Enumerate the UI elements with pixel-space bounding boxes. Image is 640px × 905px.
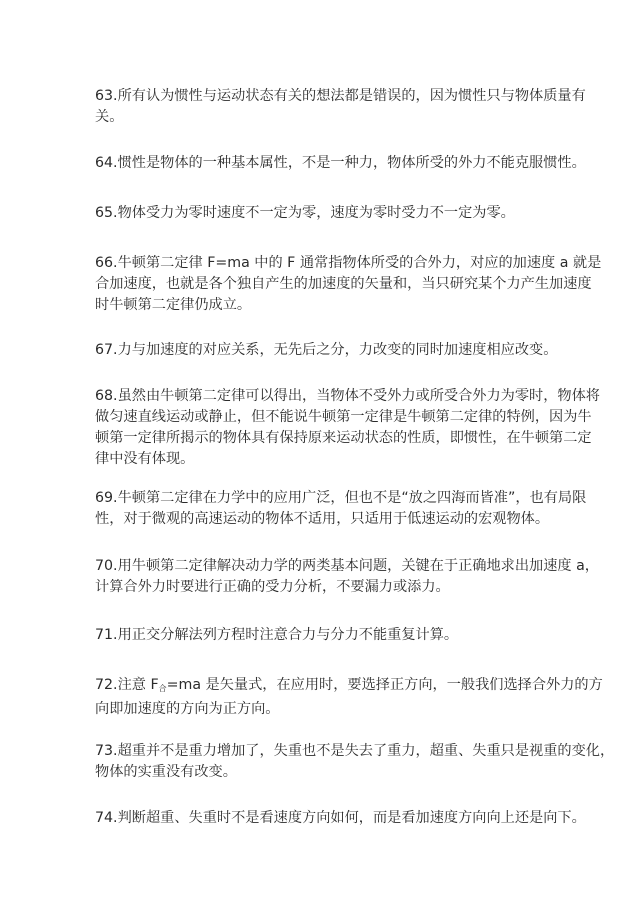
text-line: 合加速度，也就是各个独自产生的加速度的矢量和，当只研究某个力产生加速度 <box>95 276 592 292</box>
text-line: 时牛顿第二定律仍成立。 <box>95 297 252 313</box>
paragraph-74 <box>95 808 586 829</box>
text-line: 律中没有体现。 <box>95 451 195 467</box>
text-line: 顿第一定律所揭示的物体具有保持原来运动状态的性质，即惯性，在牛顿第二定 <box>95 430 592 446</box>
paragraph-64 <box>95 153 586 174</box>
text-line: 71.用正交分解法列方程时注意合力与分力不能重复计算。 <box>95 627 459 643</box>
text-line: 73.超重并不是重力增加了，失重也不是失去了重力，超重、失重只是视重的变化， <box>95 743 615 759</box>
text-line <box>95 675 603 699</box>
paragraph-66 <box>95 253 602 316</box>
paragraph-70 <box>95 556 599 598</box>
text-line: 67.力与加速度的对应关系，无先后之分，力改变的同时加速度相应改变。 <box>95 342 558 358</box>
text-line: 65.物体受力为零时速度不一定为零，速度为零时受力不一定为零。 <box>95 205 515 221</box>
text-segment: 72.注意 F <box>95 677 159 693</box>
paragraph-67 <box>95 340 558 361</box>
text-line: 物体的实重没有改变。 <box>95 764 237 780</box>
paragraph-72 <box>95 675 603 720</box>
text-line: 74.判断超重、失重时不是看速度方向如何，而是看加速度方向向上还是向下。 <box>95 810 586 826</box>
paragraph-63 <box>95 86 586 128</box>
text-line: 64.惯性是物体的一种基本属性，不是一种力，物体所受的外力不能克服惯性。 <box>95 155 586 171</box>
text-line: 性，对于微观的高速运动的物体不适用，只适用于低速运动的宏观物体。 <box>95 511 550 527</box>
text-line: 关。 <box>95 109 124 125</box>
text-line: 66.牛顿第二定律 F=ma 中的 F 通常指物体所受的合外力，对应的加速度 a 就是 <box>95 255 602 271</box>
paragraph-69 <box>95 488 587 530</box>
text-line: 做匀速直线运动或静止，但不能说牛顿第一定律是牛顿第二定律的特例，因为牛 <box>95 409 592 425</box>
text-line: 计算合外力时要进行正确的受力分析，不要漏力或添力。 <box>95 579 450 595</box>
paragraph-65 <box>95 203 555 224</box>
text-line: 63.所有认为惯性与运动状态有关的想法都是错误的，因为惯性只与物体质量有 <box>95 88 586 104</box>
paragraph-73 <box>95 741 615 783</box>
paragraph-68 <box>95 386 600 470</box>
text-line: 70.用牛顿第二定律解决动力学的两类基本问题，关键在于正确地求出加速度 a， <box>95 558 599 574</box>
text-line: 向即加速度的方向为正方向。 <box>95 701 280 717</box>
text-segment: =ma 是矢量式，在应用时，要选择正方向，一般我们选择合外力的方 <box>166 677 603 693</box>
text-line: 69.牛顿第二定律在力学中的应用广泛，但也不是“放之四海而皆准”，也有局限 <box>95 490 587 506</box>
text-line: 68.虽然由牛顿第二定律可以得出，当物体不受外力或所受合外力为零时，物体将 <box>95 388 600 404</box>
paragraph-71 <box>95 625 555 646</box>
subscript-text: 合 <box>158 684 167 693</box>
